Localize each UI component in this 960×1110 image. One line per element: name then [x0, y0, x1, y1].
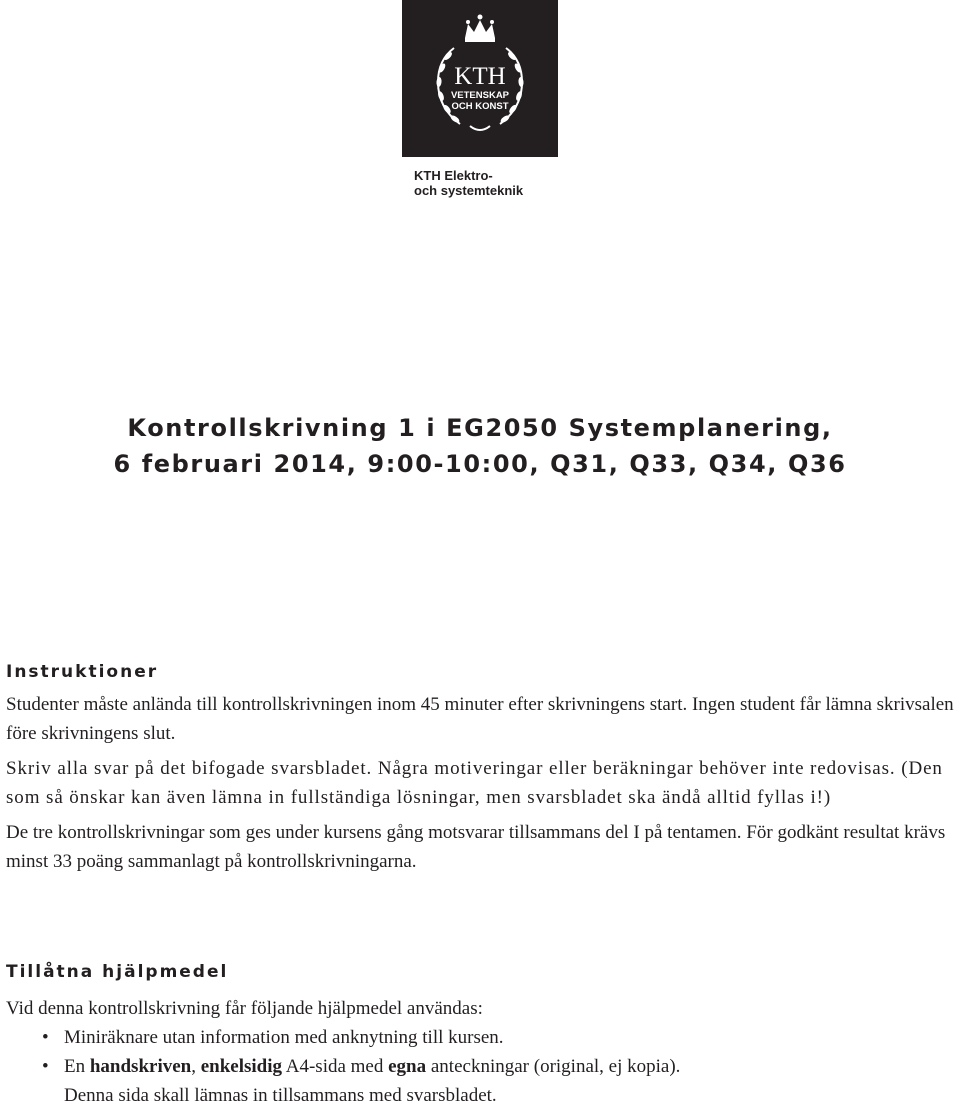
emphasis-handwritten: handskriven	[89, 1056, 192, 1077]
bullet-icon: •	[42, 1056, 49, 1077]
instructions-section	[6, 662, 958, 876]
instructions-paragraph-3: De tre kontrollskrivningar som ges under kursens gång motsvarar tillsammans del I på tentamen. För godkänt resultat krävs minst 33 poäng sammanlagt på kontrollskrivningarna.	[6, 822, 946, 872]
text-segment: En	[64, 1056, 90, 1077]
title-line1: Kontrollskrivning 1 i EG2050 Systemplanering,	[127, 414, 833, 442]
department-line2: och systemteknik	[414, 183, 524, 198]
page-title	[0, 410, 960, 482]
kth-emblem-icon	[402, 0, 558, 157]
allowed-aids-heading: Tillåtna hjälpmedel	[6, 962, 229, 982]
emphasis-own: egna	[388, 1056, 427, 1077]
instructions-heading: Instruktioner	[6, 662, 159, 682]
emphasis-single-sided: enkelsidig	[200, 1056, 283, 1077]
crown-icon	[465, 15, 495, 43]
list-item	[42, 1023, 958, 1052]
text-segment: A4-sida med	[282, 1056, 389, 1077]
list-item-text: Miniräknare utan information med anknytning till kursen.	[64, 1027, 504, 1048]
logo-line2-text: OCH KONST	[451, 101, 509, 112]
title-line2: 6 februari 2014, 9:00-10:00, Q31, Q33, Q34, Q36	[113, 450, 847, 478]
department-name	[414, 168, 523, 198]
list-item-text	[64, 1056, 680, 1106]
bullet-icon: •	[42, 1027, 49, 1048]
list-item	[42, 1052, 958, 1110]
allowed-aids-intro: Vid denna kontrollskrivning får följande hjälpmedel användas:	[6, 998, 483, 1019]
allowed-aids-list	[6, 1023, 958, 1110]
text-segment: ,	[191, 1056, 201, 1077]
department-line1: KTH Elektro-	[414, 168, 493, 183]
logo-line1-text: VETENSKAP	[450, 90, 510, 101]
instructions-paragraph-2: Skriv alla svar på det bifogade svarsbladet. Några motiveringar eller beräkningar behöver inte redovisas. (Den som så önskar kan även lämna in fullständiga lösningar, men svarsbladet ska ändå alltid fyllas i!)	[6, 758, 943, 808]
logo-main-text: KTH	[454, 63, 506, 90]
kth-logo	[402, 0, 558, 157]
text-segment: Denna sida skall lämnas in tillsammans med svarsbladet.	[64, 1085, 497, 1106]
instructions-paragraph-1: Studenter måste anlända till kontrollskrivningen inom 45 minuter efter skrivningens start. Ingen student får lämna skrivsalen före skrivningens slut.	[6, 694, 954, 744]
text-segment: anteckningar (original, ej kopia).	[426, 1056, 681, 1077]
allowed-aids-section	[6, 962, 958, 1110]
